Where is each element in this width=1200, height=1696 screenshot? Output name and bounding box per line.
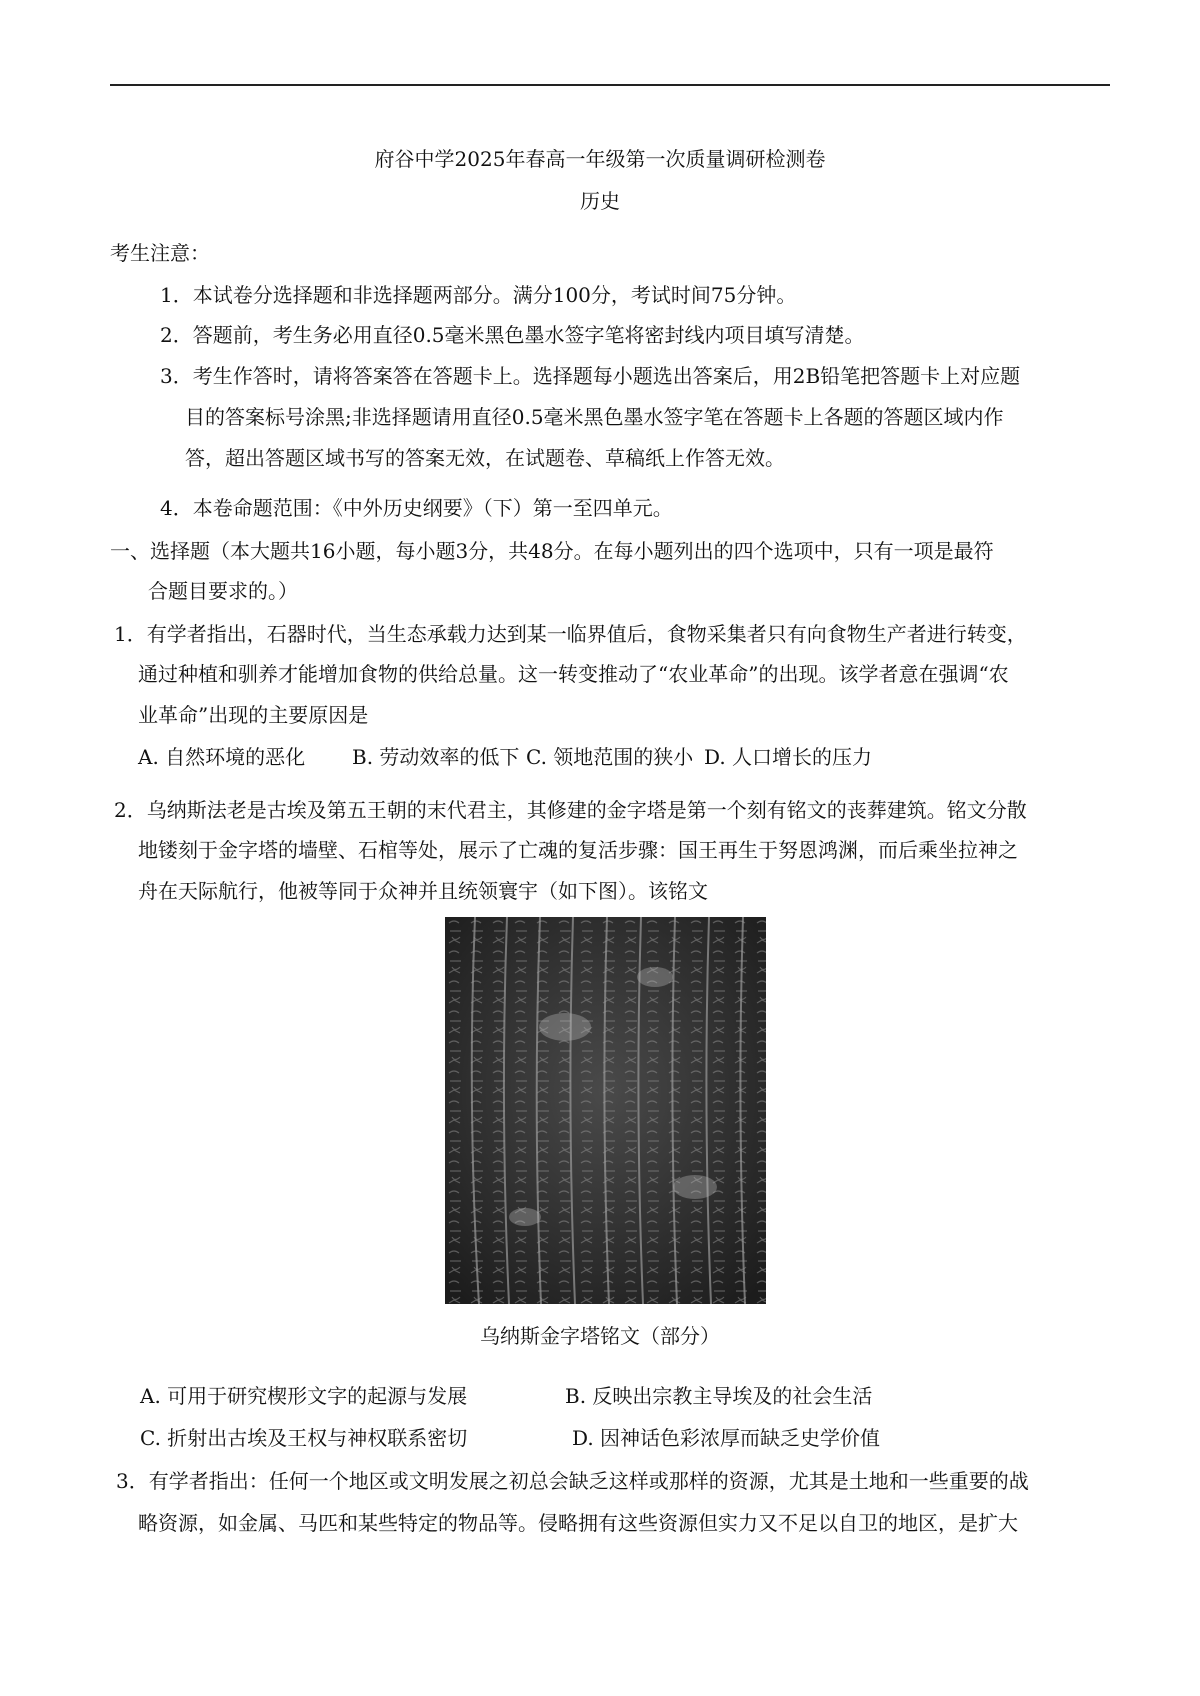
pyramid-inscription-image bbox=[445, 917, 766, 1304]
notice-item-1: 1．本试卷分选择题和非选择题两部分。满分100分，考试时间75分钟。 bbox=[160, 283, 797, 307]
q1-option-a: A. 自然环境的恶化 bbox=[138, 745, 306, 769]
notice-item-3: 3．考生作答时，请将答案答在答题卡上。选择题每小题选出答案后，用2B铅笔把答题卡上对应题 bbox=[160, 364, 1021, 388]
q2-option-a: A. 可用于研究楔形文字的起源与发展 bbox=[140, 1384, 468, 1408]
notice-item-4: 4．本卷命题范围：《中外历史纲要》（下）第一至四单元。 bbox=[160, 496, 673, 520]
q2-option-d: D. 因神话色彩浓厚而缺乏史学价值 bbox=[572, 1426, 881, 1450]
q1-stem-2: 通过种植和驯养才能增加食物的供给总量。这一转变推动了“农业革命”的出现。该学者意在强调“农 bbox=[138, 662, 1009, 686]
notice-item-3-cont-1: 目的答案标号涂黑;非选择题请用直径0.5毫米黑色墨水签字笔在答题卡上各题的答题区域内作 bbox=[185, 405, 1004, 429]
subject-title: 历史 bbox=[580, 189, 620, 213]
header-rule bbox=[110, 84, 1110, 86]
q2-stem-2: 地镂刻于金字塔的墙壁、石棺等处，展示了亡魂的复活步骤：国王再生于努恩鸿渊，而后乘坐拉神之 bbox=[138, 838, 1018, 862]
q3-stem-2: 略资源，如金属、马匹和某些特定的物品等。侵略拥有这些资源但实力又不足以自卫的地区，是扩大 bbox=[138, 1511, 1018, 1535]
q1-option-b: B. 劳动效率的低下 bbox=[352, 745, 520, 769]
section-heading: 一、选择题（本大题共16小题，每小题3分，共48分。在每小题列出的四个选项中，只有一项是最符 bbox=[110, 539, 994, 563]
q1-stem-1: 1．有学者指出，石器时代，当生态承载力达到某一临界值后，食物采集者只有向食物生产者进行转变， bbox=[114, 622, 1027, 646]
q2-stem-3: 舟在天际航行，他被等同于众神并且统领寰宇（如下图）。该铭文 bbox=[138, 879, 708, 903]
notice-item-2: 2．答题前，考生务必用直径0.5毫米黑色墨水签字笔将密封线内项目填写清楚。 bbox=[160, 323, 865, 347]
q1-stem-3: 业革命”出现的主要原因是 bbox=[138, 703, 369, 727]
exam-title: 府谷中学2025年春高一年级第一次质量调研检测卷 bbox=[374, 147, 826, 171]
q2-option-c: C. 折射出古埃及王权与神权联系密切 bbox=[140, 1426, 468, 1450]
q2-stem-1: 2．乌纳斯法老是古埃及第五王朝的末代君主，其修建的金字塔是第一个刻有铭文的丧葬建筑。铭文分散 bbox=[114, 798, 1027, 822]
q1-option-c: C. 领地范围的狭小 bbox=[526, 745, 694, 769]
section-heading-cont: 合题目要求的。） bbox=[148, 579, 298, 603]
q1-option-d: D. 人口增长的压力 bbox=[704, 745, 873, 769]
notice-item-3-cont-2: 答，超出答题区域书写的答案无效，在试题卷、草稿纸上作答无效。 bbox=[185, 446, 785, 470]
notice-heading: 考生注意： bbox=[110, 241, 210, 265]
image-caption: 乌纳斯金字塔铭文（部分） bbox=[480, 1324, 720, 1348]
q2-option-b: B. 反映出宗教主导埃及的社会生活 bbox=[565, 1384, 873, 1408]
q3-stem-1: 3．有学者指出：任何一个地区或文明发展之初总会缺乏这样或那样的资源，尤其是土地和一些重要的战 bbox=[116, 1469, 1029, 1493]
